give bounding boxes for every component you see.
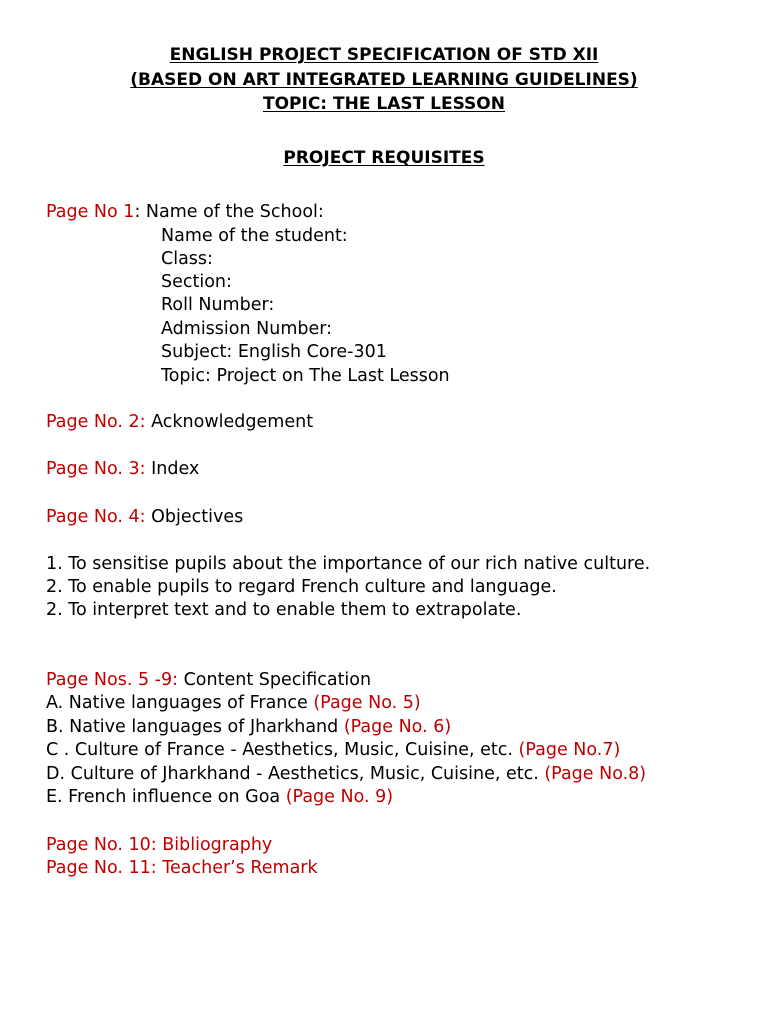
content-item-text: E. French influence on Goa — [46, 787, 286, 807]
content-item — [46, 692, 421, 714]
page2-line — [46, 411, 313, 433]
page4-line — [46, 506, 243, 528]
content-item-text: B. Native languages of Jharkhand — [46, 717, 344, 737]
content-item-ref: (Page No. 9) — [285, 787, 394, 807]
content-item-ref: (Page No. 6) — [343, 717, 452, 737]
page3-label: Page No. 3: — [46, 459, 146, 479]
content-label: Page Nos. 5 -9: — [46, 670, 179, 690]
content-item-text: A. Native languages of France — [46, 693, 314, 713]
content-item-ref: (Page No.7) — [518, 740, 621, 760]
content-item — [46, 716, 451, 738]
objective-item: 1. To sensitise pupils about the importance of our rich native culture. — [46, 554, 651, 574]
page2-label: Page No. 2: — [46, 412, 146, 432]
section-heading: PROJECT REQUISITES — [283, 148, 485, 168]
document-topic: TOPIC: THE LAST LESSON — [263, 94, 505, 114]
page2-text: Acknowledgement — [145, 412, 314, 432]
page11-line: Page No. 11: Teacher’s Remark — [46, 858, 318, 878]
page3-line — [46, 458, 199, 480]
page1-item: Topic: Project on The Last Lesson — [161, 366, 450, 386]
page1-item: Admission Number: — [161, 319, 333, 339]
content-line — [46, 669, 371, 691]
content-item — [46, 763, 646, 785]
page1-item: Name of the student: — [161, 226, 348, 246]
content-item — [46, 786, 393, 808]
content-item-ref: (Page No.8) — [544, 764, 647, 784]
page4-text: Objectives — [145, 507, 244, 527]
page1-item: Subject: English Core-301 — [161, 342, 387, 362]
page1-item: Roll Number: — [161, 295, 275, 315]
content-text: Content Specification — [178, 670, 372, 690]
page1-item: Class: — [161, 249, 213, 269]
page3-text: Index — [145, 459, 200, 479]
content-item-text: D. Culture of Jharkhand - Aesthetics, Music, Cuisine, etc. — [46, 764, 545, 784]
objective-item: 2. To enable pupils to regard French culture and language. — [46, 577, 557, 597]
page4-label: Page No. 4: — [46, 507, 146, 527]
objective-item: 2. To interpret text and to enable them to extrapolate. — [46, 600, 522, 620]
content-item — [46, 739, 620, 761]
page1-line — [46, 201, 324, 223]
document-title-line2: (BASED ON ART INTEGRATED LEARNING GUIDELINES) — [130, 70, 638, 90]
page1-first-item: : Name of the School: — [134, 202, 324, 222]
page1-item: Section: — [161, 272, 232, 292]
page10-line: Page No. 10: Bibliography — [46, 835, 273, 855]
document-title: ENGLISH PROJECT SPECIFICATION OF STD XII — [169, 45, 599, 65]
page1-label: Page No 1 — [46, 202, 135, 222]
content-item-ref: (Page No. 5) — [313, 693, 421, 713]
content-item-text: C . Culture of France - Aesthetics, Music, Cuisine, etc. — [46, 740, 519, 760]
